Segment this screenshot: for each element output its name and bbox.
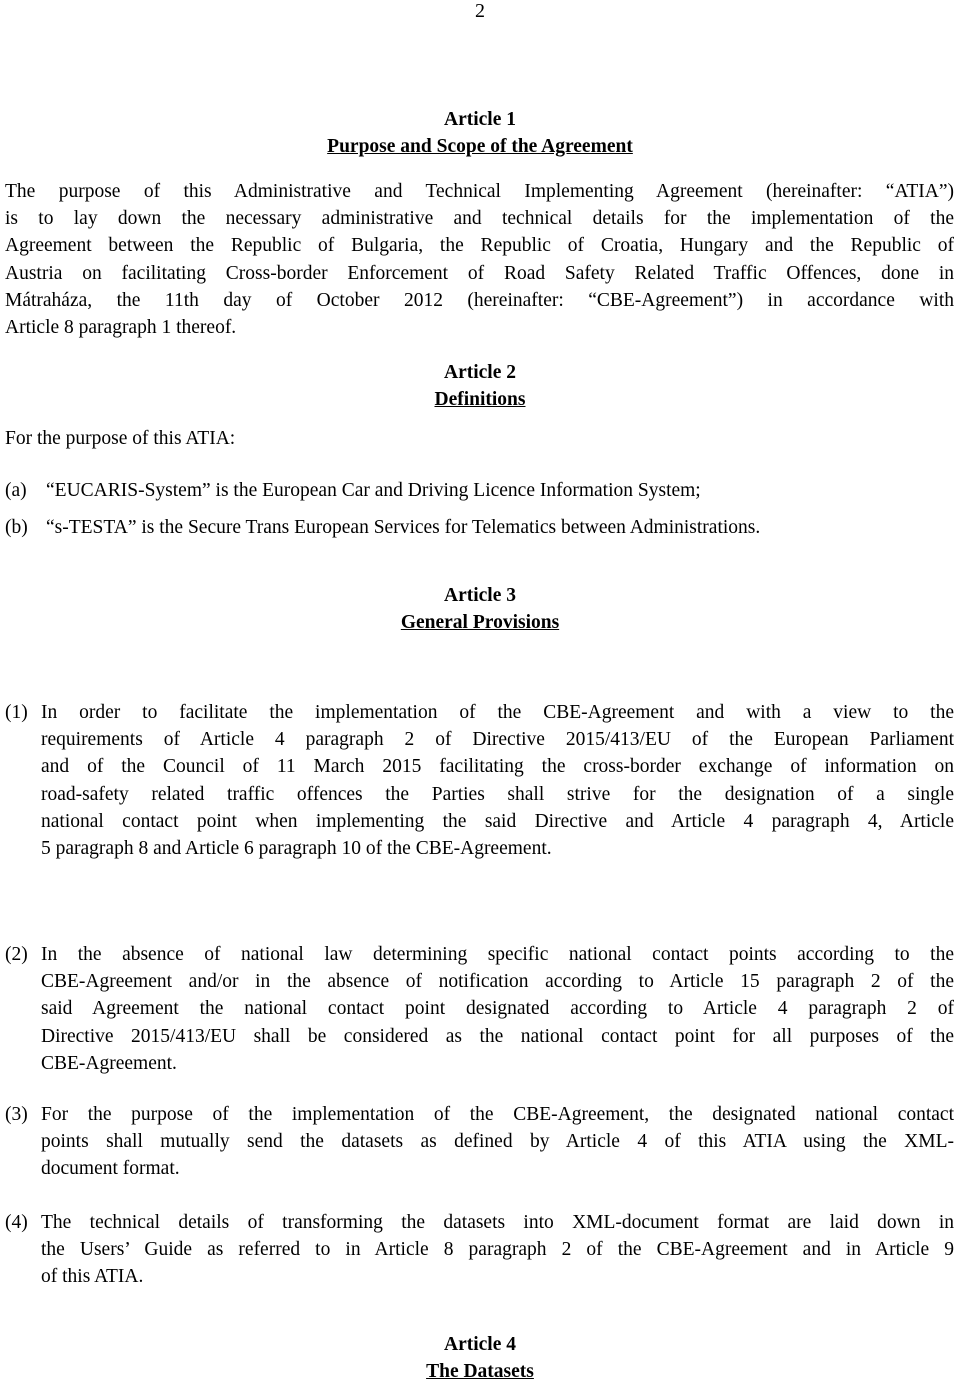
paragraph-line: road-safety related traffic offences the Parties shall strive for the designation of a single bbox=[41, 783, 954, 805]
definition-item bbox=[5, 514, 954, 541]
article-4-heading bbox=[0, 1331, 960, 1385]
definitions-intro: For the purpose of this ATIA: bbox=[5, 428, 236, 449]
paragraph-line: The technical details of transforming the datasets into XML-document format are laid down in bbox=[41, 1212, 954, 1233]
article-1-subtitle: Purpose and Scope of the Agreement bbox=[327, 136, 633, 157]
article-3-subtitle: General Provisions bbox=[400, 612, 560, 633]
article-2-subtitle: Definitions bbox=[434, 389, 526, 410]
paragraph-line: requirements of Article 4 paragraph 2 of Directive 2015/413/EU of the European Parliament bbox=[41, 729, 954, 751]
provision-text bbox=[41, 699, 954, 862]
paragraph-line: For the purpose of the implementation of the CBE-Agreement, the designated national contact bbox=[41, 1104, 954, 1125]
definition-text: “s-TESTA” is the Secure Trans European Services for Telematics between Administrations. bbox=[46, 517, 761, 538]
provision-number: (3) bbox=[5, 1104, 28, 1125]
paragraph-line: of this ATIA. bbox=[41, 1266, 144, 1288]
article-1-title: Article 1 bbox=[443, 109, 516, 130]
paragraph-line: The purpose of this Administrative and Technical Implementing Agreement (hereinafter: “ATIA”) bbox=[5, 181, 954, 202]
paragraph-line: said Agreement the national contact point designated according to Article 4 paragraph 2 of bbox=[41, 998, 954, 1020]
provision-text bbox=[41, 941, 954, 1077]
article-4-subtitle: The Datasets bbox=[426, 1361, 534, 1382]
paragraph-line: Mátraháza, the 11th day of October 2012 (hereinafter: “CBE-Agreement”) in accordance with bbox=[5, 289, 954, 311]
provision-number: (1) bbox=[5, 702, 28, 723]
paragraph-line: In order to facilitate the implementation of the CBE-Agreement and with a view to the bbox=[41, 702, 954, 723]
provision-number: (4) bbox=[5, 1212, 28, 1233]
provision-text bbox=[41, 1209, 954, 1291]
definition-text: “EUCARIS-System” is the European Car and Driving Licence Information System; bbox=[46, 480, 701, 501]
provision-text bbox=[41, 1101, 954, 1183]
paragraph-line: Agreement between the Republic of Bulgaria, the Republic of Croatia, Hungary and the Republic of bbox=[5, 235, 954, 257]
definition-label: (a) bbox=[5, 480, 27, 501]
paragraph-line: national contact point when implementing the said Directive and Article 4 paragraph 4, Article bbox=[41, 810, 954, 832]
page-number: 2 bbox=[475, 0, 485, 22]
paragraph-line: Austria on facilitating Cross-border Enforcement of Road Safety Related Traffic Offences, done in bbox=[5, 262, 954, 284]
paragraph-line: points shall mutually send the datasets as defined by Article 4 of this ATIA using the XML- bbox=[41, 1131, 954, 1153]
provision-number: (2) bbox=[5, 944, 28, 965]
article-4-title: Article 4 bbox=[443, 1334, 516, 1355]
article-1-paragraph bbox=[5, 178, 954, 341]
article-1-heading bbox=[0, 106, 960, 160]
definition-item bbox=[5, 477, 954, 504]
article-3-title: Article 3 bbox=[443, 585, 516, 606]
definition-label: (b) bbox=[5, 517, 28, 538]
paragraph-line: CBE-Agreement. bbox=[41, 1052, 177, 1074]
paragraph-line: the Users’ Guide as referred to in Article 8 paragraph 2 of the CBE-Agreement and in Article 9 bbox=[41, 1239, 954, 1261]
article-3-heading bbox=[0, 582, 960, 636]
article-2-heading bbox=[0, 359, 960, 413]
paragraph-line: 5 paragraph 8 and Article 6 paragraph 10 of the CBE-Agreement. bbox=[41, 837, 552, 859]
paragraph-line: In the absence of national law determining specific national contact points according to the bbox=[41, 944, 954, 965]
paragraph-line: CBE-Agreement and/or in the absence of notification according to Article 15 paragraph 2 of the bbox=[41, 971, 954, 993]
paragraph-line: document format. bbox=[41, 1158, 180, 1180]
paragraph-line: Article 8 paragraph 1 thereof. bbox=[5, 316, 237, 338]
paragraph-line: is to lay down the necessary administrative and technical details for the implementation of the bbox=[5, 208, 954, 230]
paragraph-line: and of the Council of 11 March 2015 facilitating the cross-border exchange of information on bbox=[41, 756, 954, 778]
paragraph-line: Directive 2015/413/EU shall be considered as the national contact point for all purposes of the bbox=[41, 1025, 954, 1047]
article-2-title: Article 2 bbox=[443, 362, 516, 383]
